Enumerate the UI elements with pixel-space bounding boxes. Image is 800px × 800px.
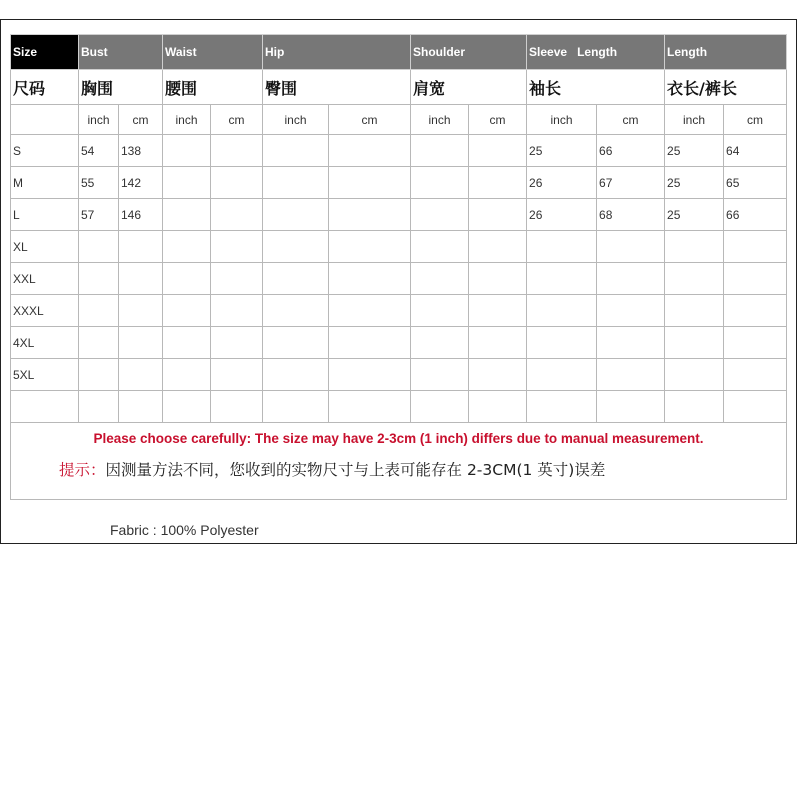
value-cell [597,391,665,423]
value-cell: 66 [724,199,787,231]
header-row-en [11,35,787,70]
table-row [11,199,787,231]
table-row [11,231,787,263]
value-cell [724,231,787,263]
size-cell: 4XL [11,327,79,359]
value-cell [119,263,163,295]
value-cell [163,199,211,231]
value-cell [163,231,211,263]
unit-cell: inch [527,105,597,135]
value-cell: 25 [527,135,597,167]
value-cell [211,359,263,391]
value-cell [411,263,469,295]
value-cell [469,359,527,391]
value-cell [329,231,411,263]
value-cell: 64 [724,135,787,167]
value-cell [163,135,211,167]
value-cell [724,263,787,295]
value-cell [469,391,527,423]
value-cell: 65 [724,167,787,199]
size-cell: XXL [11,263,79,295]
notice-cell [11,423,787,500]
value-cell [263,327,329,359]
value-cell [597,359,665,391]
value-cell [79,231,119,263]
value-cell [163,391,211,423]
header-cn-length: 衣长/裤长 [665,70,787,105]
size-cell: XL [11,231,79,263]
table-row [11,391,787,423]
value-cell [527,327,597,359]
header-cn-sleeve: 袖长 [527,70,665,105]
value-cell [469,295,527,327]
value-cell [329,167,411,199]
value-cell [329,295,411,327]
value-cell [469,327,527,359]
value-cell [411,167,469,199]
value-cell: 26 [527,199,597,231]
value-cell [527,263,597,295]
value-cell [411,135,469,167]
value-cell [665,231,724,263]
value-cell [469,263,527,295]
value-cell [119,391,163,423]
value-cell [411,327,469,359]
header-cn-bust: 胸围 [79,70,163,105]
measurement-warning-cn [59,458,786,480]
size-cell [11,391,79,423]
value-cell: 146 [119,199,163,231]
value-cell [724,327,787,359]
table-row [11,263,787,295]
unit-cell: cm [724,105,787,135]
value-cell [211,199,263,231]
unit-cell: inch [79,105,119,135]
size-cell: L [11,199,79,231]
value-cell [211,231,263,263]
value-cell: 25 [665,199,724,231]
value-cell [211,135,263,167]
unit-cell: cm [597,105,665,135]
value-cell [469,135,527,167]
value-cell [527,359,597,391]
value-cell [79,327,119,359]
value-cell [329,199,411,231]
table-row [11,167,787,199]
value-cell [665,327,724,359]
notice-row [11,423,787,500]
unit-cell: cm [329,105,411,135]
header-hip: Hip [263,35,411,70]
value-cell [597,231,665,263]
unit-cell: cm [211,105,263,135]
value-cell [469,199,527,231]
value-cell [211,167,263,199]
value-cell [263,135,329,167]
header-cn-hip: 臀围 [263,70,411,105]
unit-cell: inch [665,105,724,135]
value-cell [329,359,411,391]
value-cell [329,327,411,359]
value-cell [665,391,724,423]
value-cell [79,263,119,295]
value-cell: 57 [79,199,119,231]
value-cell [527,295,597,327]
unit-row [11,105,787,135]
value-cell [163,263,211,295]
value-cell [263,231,329,263]
unit-cell: inch [411,105,469,135]
header-cn-size: 尺码 [11,70,79,105]
value-cell [411,199,469,231]
value-cell [724,295,787,327]
value-cell [597,295,665,327]
value-cell: 138 [119,135,163,167]
header-bust: Bust [79,35,163,70]
value-cell [411,231,469,263]
value-cell [211,391,263,423]
value-cell [329,135,411,167]
size-cell: S [11,135,79,167]
header-sleeve-length: Sleeve Length [527,35,665,70]
header-size: Size [11,35,79,70]
value-cell [411,391,469,423]
value-cell [163,295,211,327]
value-cell: 26 [527,167,597,199]
table-row [11,295,787,327]
value-cell [411,295,469,327]
value-cell [79,359,119,391]
unit-cell: cm [469,105,527,135]
size-cell: XXXL [11,295,79,327]
value-cell [163,359,211,391]
header-cn-shoulder: 肩宽 [411,70,527,105]
value-cell [665,295,724,327]
value-cell [119,327,163,359]
value-cell [163,327,211,359]
value-cell [211,263,263,295]
value-cell: 54 [79,135,119,167]
measurement-warning-en: Please choose carefully: The size may have 2-3cm (1 inch) differs due to manual measurement. [93,431,704,446]
value-cell [211,327,263,359]
value-cell [263,391,329,423]
value-cell: 25 [665,167,724,199]
value-cell [329,391,411,423]
value-cell [597,263,665,295]
value-cell [665,263,724,295]
value-cell: 66 [597,135,665,167]
value-cell [263,295,329,327]
value-cell [469,231,527,263]
unit-cell: inch [163,105,211,135]
value-cell [469,167,527,199]
header-length: Length [665,35,787,70]
value-cell: 25 [665,135,724,167]
value-cell [665,359,724,391]
value-cell [724,359,787,391]
table-row [11,359,787,391]
notice-text-cn: 因测量方法不同，您收到的实物尺寸与上表可能存在 2-3CM(1 英寸)误差 [105,461,606,479]
value-cell [263,359,329,391]
header-waist: Waist [163,35,263,70]
value-cell: 67 [597,167,665,199]
value-cell [211,295,263,327]
unit-cell: inch [263,105,329,135]
value-cell [527,231,597,263]
value-cell [163,167,211,199]
value-cell [79,391,119,423]
unit-cell: cm [119,105,163,135]
value-cell [119,295,163,327]
table-row [11,327,787,359]
value-cell [263,199,329,231]
value-cell [597,327,665,359]
value-cell [263,263,329,295]
value-cell: 55 [79,167,119,199]
size-cell: 5XL [11,359,79,391]
notice-prefix-cn: 提示： [59,461,106,479]
value-cell: 68 [597,199,665,231]
header-row-cn [11,70,787,105]
value-cell [79,295,119,327]
value-cell [527,391,597,423]
fabric-label: Fabric : 100% Polyester [110,522,259,538]
value-cell [329,263,411,295]
value-cell [119,231,163,263]
value-cell: 142 [119,167,163,199]
size-cell: M [11,167,79,199]
header-shoulder: Shoulder [411,35,527,70]
value-cell [263,167,329,199]
value-cell [119,359,163,391]
unit-cell [11,105,79,135]
value-cell [411,359,469,391]
table-row [11,135,787,167]
header-cn-waist: 腰围 [163,70,263,105]
value-cell [724,391,787,423]
size-chart-table [10,34,787,500]
